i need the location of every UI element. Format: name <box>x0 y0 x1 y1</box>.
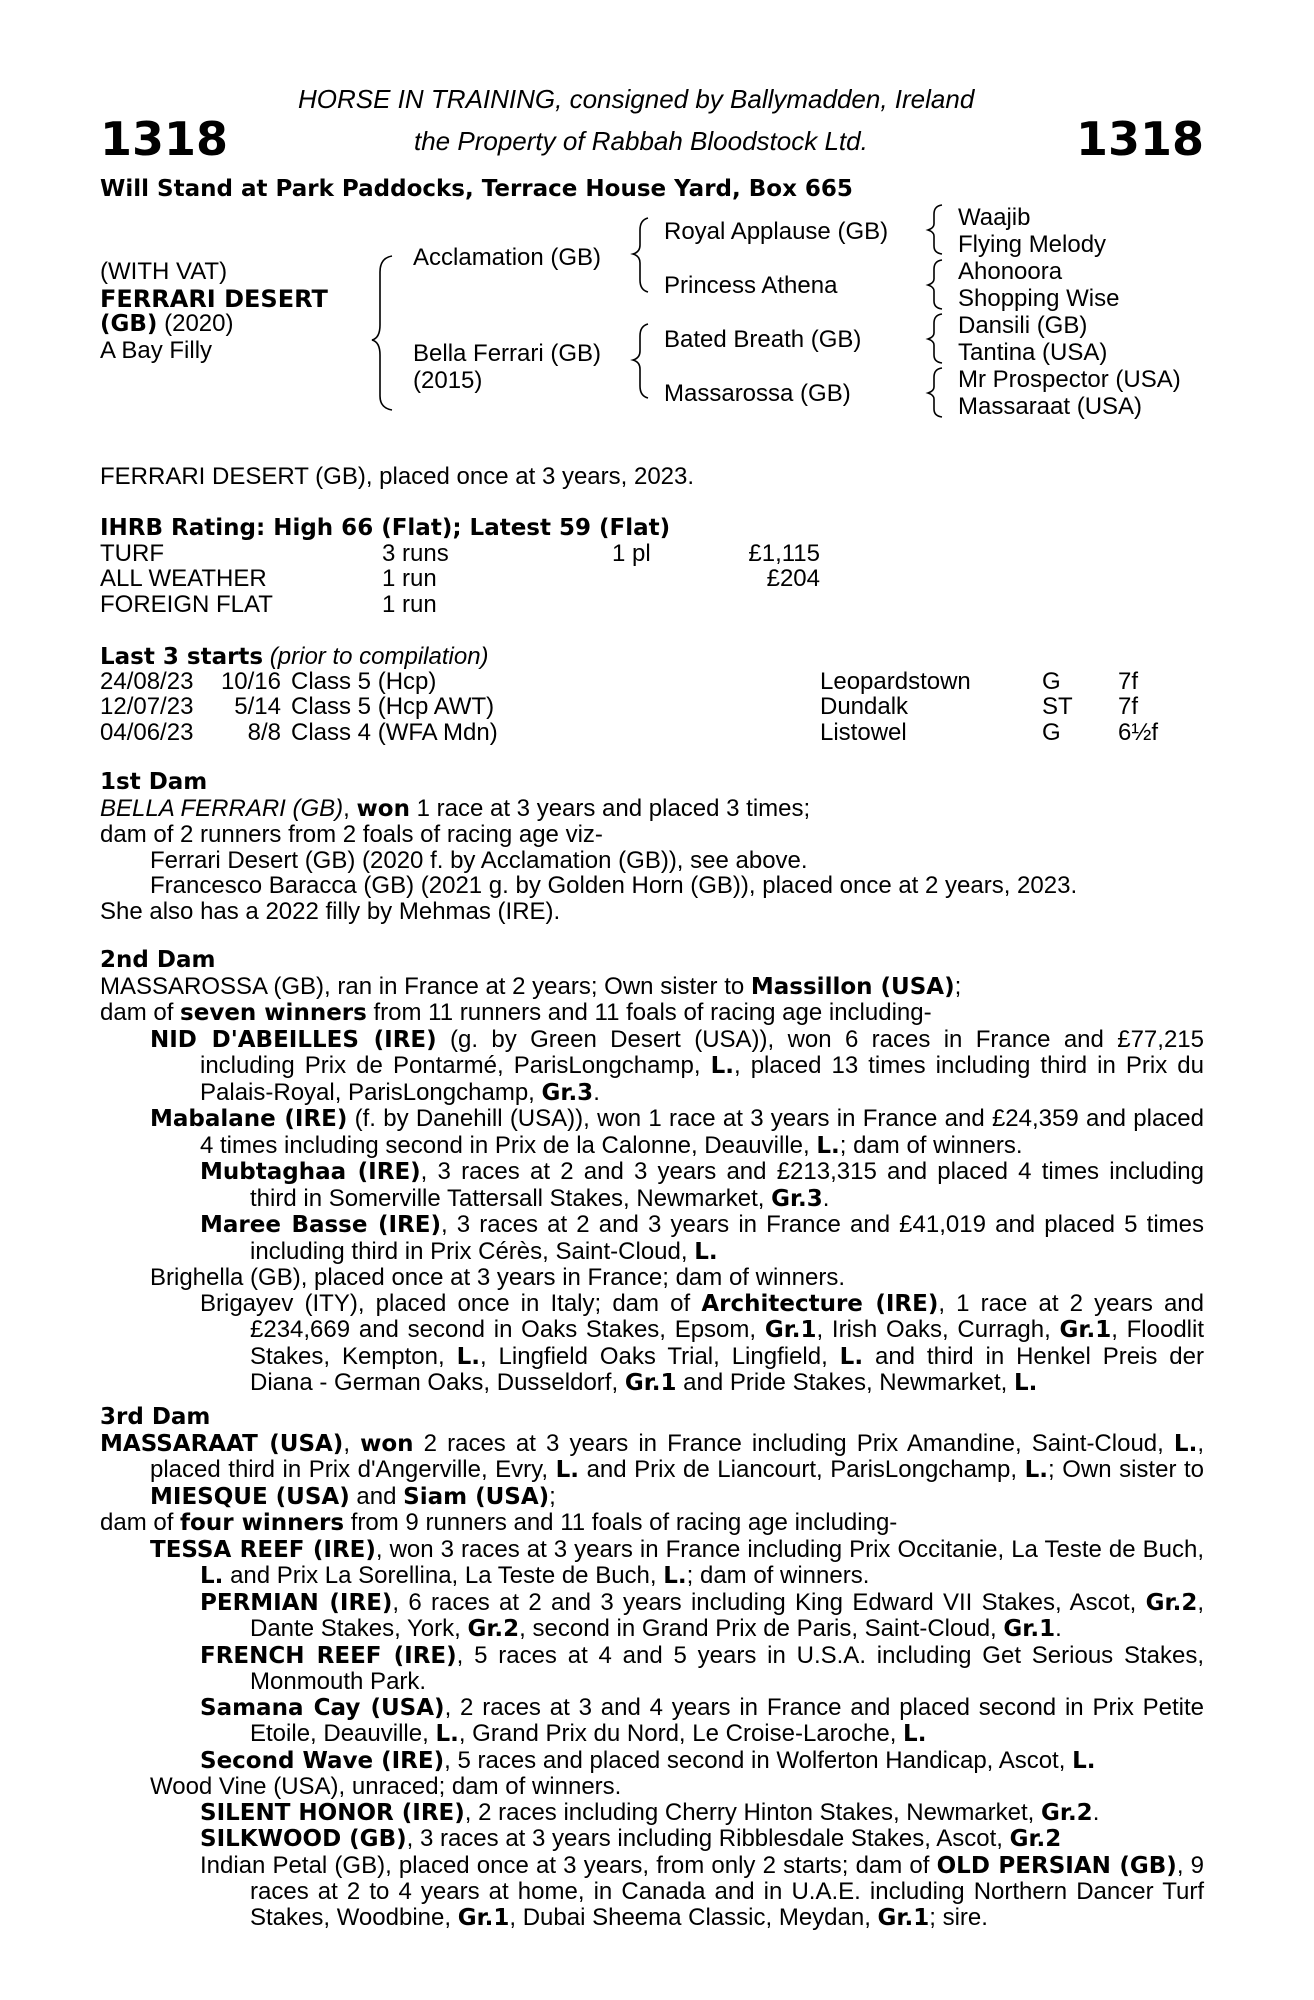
start-distance: 6½f <box>1118 719 1159 746</box>
text: , 2 races at 3 and 4 years in France and placed second in Prix Petite Etoile, Deauville, <box>250 1693 1205 1747</box>
grade: L. <box>1024 1457 1048 1483</box>
grade: L. <box>710 1053 734 1079</box>
text: . <box>593 1078 600 1106</box>
sibling-name: MIESQUE (USA) <box>150 1483 350 1510</box>
text: and Pride Stakes, Newmarket, <box>676 1369 1014 1396</box>
text: ; <box>549 1482 556 1510</box>
rating-placed: 1 pl <box>612 540 651 567</box>
pedigree-dam-year: (2015) <box>413 367 483 394</box>
grade: Gr.1 <box>764 1317 817 1343</box>
text: , Lingfield Oaks Trial, Lingfield, <box>479 1342 840 1370</box>
horse-name: SILENT HONOR (IRE) <box>200 1799 465 1826</box>
text: , 6 races at 2 and 3 years including King Edward VII Stakes, Ascot, <box>392 1588 1146 1616</box>
text: and third in Henkel Preis der Diana - German Oaks, Dusseldorf, <box>250 1342 1204 1396</box>
starts-heading <box>100 643 489 671</box>
start-date: 24/08/23 <box>100 668 194 695</box>
grade: L. <box>816 1132 840 1159</box>
second-dam-section <box>100 948 1204 1397</box>
third-dam-produce <box>100 1510 1204 1537</box>
rating-runs: 3 runs <box>382 540 449 567</box>
rating-title: IHRB Rating: High 66 (Flat); Latest 59 (Flat) <box>100 515 671 541</box>
horse-name: FRENCH REEF (IRE) <box>200 1642 457 1669</box>
horse-name: NID D'ABEILLES (IRE) <box>150 1026 437 1053</box>
text: , 5 races at 4 and 5 years in U.S.A. including Get Serious Stakes, Monmouth Park. <box>250 1641 1204 1695</box>
rating-runs: 1 run <box>382 565 437 592</box>
start-course: Dundalk <box>820 693 909 720</box>
horse-name: TESSA REEF (IRE) <box>150 1536 376 1563</box>
produce-item <box>100 1159 1204 1212</box>
grade: L. <box>435 1721 459 1747</box>
horse-name: Samana Cay (USA) <box>200 1694 445 1721</box>
produce-item <box>100 1748 1204 1775</box>
start-date: 12/07/23 <box>100 693 194 720</box>
text: ; sire. <box>929 1903 988 1931</box>
produce-item: Wood Vine (USA), unraced; dam of winners. <box>150 1773 622 1800</box>
grade: Gr.2 <box>1009 1826 1062 1852</box>
pedigree-g3: Ahonoora <box>958 258 1063 285</box>
dam-name: BELLA FERRARI (GB) <box>100 794 344 822</box>
text: , Dubai Sheema Classic, Meydan, <box>509 1903 878 1931</box>
winners-count: seven winners <box>180 1000 367 1026</box>
text: (f. by Danehill (USA)), won 1 race at 3 years in France and £24,359 and placed 4 times including second in Prix de la Calonne, Deauville, <box>200 1105 1204 1159</box>
rating-prize: £1,115 <box>748 540 820 567</box>
pedigree-sire: Acclamation (GB) <box>413 244 602 271</box>
text: , 5 races and placed second in Wolferton Handicap, Ascot, <box>444 1746 1073 1774</box>
grade: Gr.2 <box>1145 1589 1198 1616</box>
text: (g. by Green Desert (USA)), won 6 races in France and £77,215 including Prix de Pontarmé, ParisLongchamp, <box>200 1025 1204 1079</box>
text: , Grand Prix du Nord, Le Croise-Laroche, <box>458 1720 904 1747</box>
header-consignor: HORSE IN TRAINING, consigned by Ballymadden, Ireland <box>298 84 975 114</box>
text: , placed third in Prix d'Angerville, Evry, <box>150 1429 1204 1483</box>
third-dam-title: 3rd Dam <box>100 1404 211 1430</box>
dam-record: 1 race at 3 years and placed 3 times; <box>409 794 811 822</box>
grade: L. <box>555 1457 580 1483</box>
horse-year: (2020) <box>164 310 234 337</box>
text: 2 races at 3 years in France including Prix Amandine, Saint-Cloud, <box>413 1429 1174 1457</box>
stand-location: Will Stand at Park Paddocks, Terrace House Yard, Box 665 <box>100 176 853 202</box>
pedigree-g1: Waajib <box>958 204 1031 231</box>
text: from 11 runners and 11 foals of racing age including- <box>366 999 932 1026</box>
grade: L. <box>694 1238 718 1265</box>
first-dam-line: BELLA FERRARI (GB), won 1 race at 3 years and placed 3 times; <box>100 794 811 822</box>
horse-name: OLD PERSIAN (GB) <box>936 1852 1177 1879</box>
start-race: Class 5 (Hcp) <box>291 668 437 695</box>
text: MASSAROSSA (GB), ran in France at 2 years; Own sister to <box>100 972 751 1000</box>
start-distance: 7f <box>1118 693 1139 720</box>
text: , placed 13 times including third in Prix du Palais-Royal, ParisLongchamp, <box>200 1052 1205 1106</box>
rating-type: TURF <box>100 540 164 567</box>
grade: Gr.1 <box>877 1904 930 1931</box>
horse-name: Mubtaghaa (IRE) <box>200 1159 421 1185</box>
start-course: Listowel <box>820 719 907 746</box>
grade: L. <box>1013 1370 1038 1396</box>
grade: L. <box>663 1563 687 1589</box>
pedigree-dam-sire: Bated Breath (GB) <box>664 326 862 353</box>
produce-item <box>100 1212 1204 1265</box>
grade: L. <box>1173 1430 1198 1457</box>
grade: Gr.1 <box>1003 1616 1056 1642</box>
start-date: 04/06/23 <box>100 719 194 746</box>
pedigree-g7: Mr Prospector (USA) <box>958 366 1181 393</box>
rating-type: FOREIGN FLAT <box>100 591 273 618</box>
produce-note: She also has a 2022 filly by Mehmas (IRE). <box>100 897 561 925</box>
start-going: ST <box>1042 693 1073 720</box>
text: dam of <box>100 1509 181 1536</box>
start-position: 8/8 <box>247 719 281 746</box>
text: ; dam of winners. <box>839 1131 1023 1159</box>
start-race: Class 5 (Hcp AWT) <box>291 693 495 720</box>
start-race: Class 4 (WFA Mdn) <box>291 719 498 746</box>
produce-item <box>100 1590 1204 1643</box>
grade: Gr.3 <box>771 1185 823 1212</box>
produce-item <box>100 1800 1204 1827</box>
text: and Prix de Liancourt, ParisLongchamp, <box>579 1456 1025 1483</box>
rating-type: ALL WEATHER <box>100 565 267 592</box>
lot-number-right: 1318 <box>1075 112 1204 166</box>
vat-label: (WITH VAT) <box>100 258 228 285</box>
text: Indian Petal (GB), placed once at 3 years, from only 2 starts; dam of <box>200 1851 937 1879</box>
grade: Gr.2 <box>467 1616 520 1642</box>
third-dam-section <box>100 1405 1204 1931</box>
text: , won 3 races at 3 years in France including Prix Occitanie, La Teste de Buch, <box>375 1535 1204 1563</box>
second-dam-produce <box>100 1000 1204 1027</box>
won-label: won <box>360 1430 414 1457</box>
race-summary: FERRARI DESERT (GB), placed once at 3 years, 2023. <box>100 463 695 490</box>
pedigree-g4: Shopping Wise <box>958 285 1120 312</box>
pedigree-sire-dam: Princess Athena <box>664 272 838 299</box>
rating-runs: 1 run <box>382 591 437 618</box>
produce-item: Ferrari Desert (GB) (2020 f. by Acclamation (GB)), see above. <box>150 846 808 874</box>
sibling-name: Siam (USA) <box>403 1483 550 1510</box>
produce-item <box>100 1106 1204 1159</box>
start-distance: 7f <box>1118 668 1139 695</box>
winners-count: four winners <box>180 1510 345 1536</box>
grade: L. <box>456 1343 480 1370</box>
pedigree-g5: Dansili (GB) <box>958 312 1088 339</box>
text: , 9 races at 2 to 4 years at home, in Canada and in U.A.E. including Northern Dancer Turf Stakes, Woodbine, <box>250 1851 1205 1931</box>
text: , 1 race at 2 years and £234,669 and second in Oaks Stakes, Epsom, <box>250 1289 1204 1343</box>
text: ; Own sister to <box>1047 1456 1205 1483</box>
second-dam-line <box>100 974 1204 1001</box>
start-course: Leopardstown <box>820 668 971 695</box>
produce-item: Brighella (GB), placed once at 3 years in France; dam of winners. <box>150 1264 845 1291</box>
grade: L. <box>903 1721 927 1747</box>
text: , second in Grand Prix de Paris, Saint-Cloud, <box>519 1615 1004 1642</box>
horse-name: PERMIAN (IRE) <box>200 1589 393 1616</box>
text: , 2 races including Cherry Hinton Stakes, Newmarket, <box>464 1798 1041 1826</box>
horse-description: A Bay Filly <box>100 337 213 364</box>
text: , Floodlit Stakes, Kempton, <box>250 1316 1204 1370</box>
produce-item <box>100 1027 1204 1107</box>
lot-number-left: 1318 <box>100 112 229 166</box>
text: , 3 races at 2 and 3 years in France and £41,019 and placed 5 times including third in Prix Cérès, Saint-Cloud, <box>250 1211 1204 1265</box>
horse-name: Second Wave (IRE) <box>200 1747 445 1774</box>
produce-item <box>100 1853 1204 1932</box>
pedigree-g8: Massaraat (USA) <box>958 393 1143 420</box>
text: , Dante Stakes, York, <box>250 1588 1204 1642</box>
produce-item <box>100 1826 1204 1853</box>
produce-item <box>100 1537 1204 1590</box>
grade: Gr.1 <box>457 1904 510 1931</box>
text: , 3 races at 3 years including Ribblesdale Stakes, Ascot, <box>406 1825 1010 1852</box>
grade: Gr.1 <box>1059 1317 1112 1343</box>
text: , Irish Oaks, Curragh, <box>816 1316 1060 1343</box>
grade: Gr.3 <box>541 1079 594 1106</box>
horse-name: Architecture (IRE) <box>701 1290 939 1317</box>
produce-item <box>100 1643 1204 1695</box>
dam-name: MASSARAAT (USA) <box>100 1430 344 1457</box>
third-dam-line: MASSARAAT (USA), won 2 races at 3 years in France including Prix Amandine, Saint-Cloud, L., placed third in Prix d'Angerville, Evry, L. and Prix de Liancourt, ParisLongchamp, L.; Own sister to MIESQUE (USA) and Siam (USA); <box>100 1429 1205 1510</box>
start-position: 10/16 <box>220 668 281 695</box>
produce-item <box>100 1695 1204 1748</box>
starts-note: (prior to compilation) <box>269 643 489 670</box>
produce-item: Francesco Baracca (GB) (2021 g. by Golden Horn (GB)), placed once at 2 years, 2023. <box>150 872 1078 899</box>
first-dam-title: 1st Dam <box>100 769 208 795</box>
sibling-name: Massillon (USA) <box>750 973 955 1000</box>
grade: Gr.2 <box>1041 1799 1093 1826</box>
text: . <box>822 1184 830 1212</box>
text: Brigayev (ITY), placed once in Italy; dam of <box>200 1289 702 1317</box>
start-going: G <box>1042 668 1061 695</box>
text: . <box>1055 1615 1062 1642</box>
text: , 3 races at 2 and 3 years and £213,315 and placed 4 times including third in Somerville Tattersall Stakes, Newmarket, <box>250 1158 1204 1212</box>
text: and <box>349 1482 404 1510</box>
text: and Prix La Sorellina, La Teste de Buch, <box>223 1562 664 1589</box>
horse-name: Mabalane (IRE) <box>150 1106 348 1132</box>
produce-item <box>100 1291 1204 1397</box>
rating-prize: £204 <box>766 565 820 592</box>
text: ; <box>954 972 962 1000</box>
horse-origin: (GB) <box>100 311 158 337</box>
pedigree-sire-sire: Royal Applause (GB) <box>664 218 889 245</box>
text: dam of <box>100 999 181 1026</box>
grade: Gr.1 <box>624 1370 677 1396</box>
text: ; dam of winners. <box>686 1562 870 1589</box>
grade: L. <box>200 1563 224 1589</box>
won-label: won <box>356 795 410 822</box>
starts-title: Last 3 starts <box>100 644 264 670</box>
text: . <box>1092 1798 1100 1826</box>
pedigree-g6: Tantina (USA) <box>958 339 1108 366</box>
first-dam-section <box>100 770 1204 924</box>
horse-name: FERRARI DESERT <box>100 285 328 313</box>
first-dam-produce: dam of 2 runners from 2 foals of racing age viz- <box>100 821 603 848</box>
pedigree-dam: Bella Ferrari (GB) <box>413 340 602 367</box>
grade: L. <box>839 1343 864 1370</box>
grade: L. <box>1072 1747 1096 1774</box>
pedigree-g2: Flying Melody <box>958 231 1107 258</box>
pedigree-dam-dam: Massarossa (GB) <box>664 380 851 407</box>
horse-name: Maree Basse (IRE) <box>200 1212 441 1238</box>
start-position: 5/14 <box>234 693 281 720</box>
second-dam-title: 2nd Dam <box>100 947 216 973</box>
text: from 9 runners and 11 foals of racing age including- <box>344 1509 898 1536</box>
header-property: the Property of Rabbah Bloodstock Ltd. <box>414 126 868 156</box>
horse-name: SILKWOOD (GB) <box>200 1826 407 1852</box>
start-going: G <box>1042 719 1061 746</box>
